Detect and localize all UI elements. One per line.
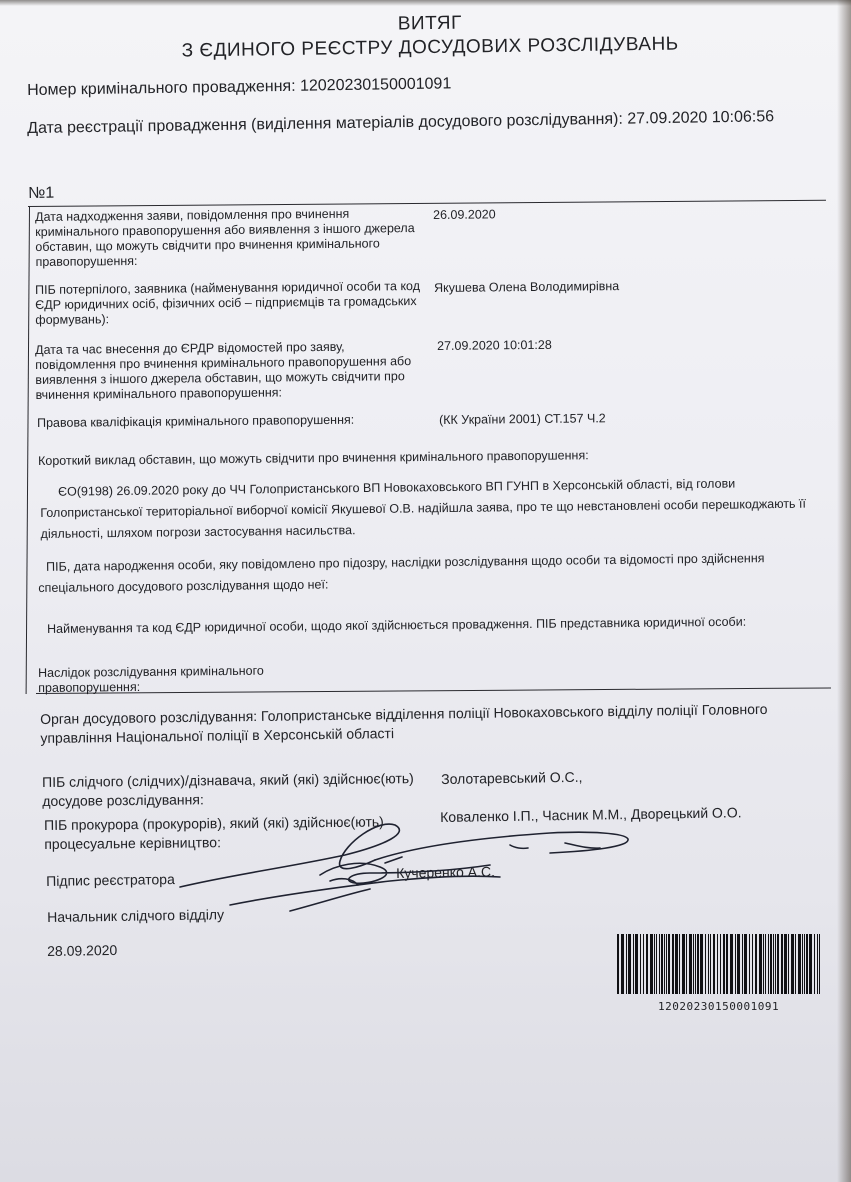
field-entry-datetime-value: 27.09.2020 10:01:28: [437, 337, 552, 353]
barcode-bar: [640, 934, 641, 994]
barcode-bar: [672, 934, 674, 994]
barcode-bar: [646, 934, 648, 994]
summary-label: Короткий виклад обставин, що можуть свідчити про вчинення кримінального правопорушення:: [38, 448, 589, 468]
barcode-bar: [752, 934, 753, 994]
investigation-result-label: Наслідок розслідування кримінального правопорушення:: [38, 663, 264, 695]
legal-entity-label: Найменування та код ЄДР юридичної особи, щодо якої здійснюється провадження. ПІБ представника юридичної особи:: [47, 614, 747, 636]
title-line-1: ВИТЯГ: [397, 12, 462, 35]
barcode-bar: [643, 934, 644, 994]
investigation-agency: Орган досудового розслідування: Голопристанське відділення поліції Новокаховського відділу поліції Головного управління Національної поліції в Херсонській області: [40, 700, 768, 746]
barcode-bar: [679, 934, 680, 994]
title-line-2: З ЄДИНОГО РЕЄСТРУ ДОСУДОВИХ РОЗСЛІДУВАНЬ: [181, 33, 679, 62]
handwritten-signature: [170, 815, 640, 925]
barcode-bar: [744, 934, 747, 994]
suspect-info-label: ПІБ, дата народження особи, яку повідомлено про підозру, наслідки розслідування щодо особи та відомості про здійснення спеціального досудового розслідування щодо неї:: [38, 551, 765, 595]
barcode-bar: [788, 934, 789, 994]
barcode-bar: [806, 934, 808, 994]
barcode-bar: [781, 934, 783, 994]
barcode-bar: [668, 934, 670, 994]
barcode-bar: [784, 934, 787, 994]
barcode-bar: [795, 934, 796, 994]
section-number: №1: [28, 184, 55, 202]
barcode: [615, 934, 823, 1002]
barcode-bar: [775, 934, 776, 994]
barcode-bar: [765, 934, 766, 994]
barcode-bar: [809, 934, 812, 994]
table-top-rule: [28, 200, 826, 207]
barcode-number: 12020230150001091: [658, 1000, 780, 1013]
barcode-bar: [735, 934, 736, 994]
paper-right-shadow: [837, 0, 851, 1182]
barcode-bar: [700, 934, 703, 994]
field-receipt-date-value: 26.09.2020: [433, 207, 496, 222]
barcode-bar: [737, 934, 740, 994]
barcode-bar: [770, 934, 772, 994]
barcode-bar: [768, 934, 769, 994]
barcode-bar: [705, 934, 706, 994]
field-entry-datetime-label: Дата та час внесення до ЄРДР відомостей про заяву, повідомлення про вчинення кримінального правопорушення або виявлення з іншого джерела обставин, що можуть свідчити про вчинення кримінального правопорушення:: [35, 339, 412, 402]
barcode-bar: [742, 934, 743, 994]
barcode-bar: [749, 934, 750, 994]
barcode-bar: [713, 934, 715, 994]
barcode-bar: [635, 934, 638, 994]
barcode-bar: [708, 934, 709, 994]
barcode-bar: [726, 934, 728, 994]
table-left-rule: [26, 207, 30, 694]
barcode-bar: [802, 934, 803, 994]
barcode-bar: [814, 934, 815, 994]
investigator-label: ПІБ слідчого (слідчих)/дізнавача, який (які) здійснює(ють) досудове розслідування:: [42, 770, 414, 809]
barcode-bar: [659, 934, 660, 994]
barcode-bar: [759, 934, 762, 994]
prosecutor-label: ПІБ прокурора (прокурорів), який (які) здійснює(ють) процесуальне керівництво:: [44, 813, 384, 852]
barcode-bar: [666, 934, 667, 994]
barcode-bar: [675, 934, 678, 994]
case-number: Номер кримінального провадження: 12020230150001091: [27, 75, 452, 99]
barcode-bar: [763, 934, 764, 994]
barcode-bar: [798, 934, 801, 994]
barcode-bar: [710, 934, 711, 994]
barcode-bar: [664, 934, 665, 994]
barcode-bar: [791, 934, 794, 994]
barcode-bar: [689, 934, 692, 994]
registrar-signature-label: Підпис реєстратора: [46, 870, 175, 889]
field-qualification-value: (КК України 2001) СТ.157 Ч.2: [439, 411, 606, 427]
barcode-bar: [621, 934, 624, 994]
barcode-bar: [717, 934, 718, 994]
barcode-bar: [693, 934, 694, 994]
barcode-bar: [777, 934, 779, 994]
barcode-bar: [633, 934, 634, 994]
barcode-bar: [695, 934, 696, 994]
field-victim-value: Якушева Олена Володимирівна: [434, 279, 620, 295]
document-title: [170, 8, 691, 63]
barcode-bar: [656, 934, 657, 994]
barcode-bar: [723, 934, 725, 994]
investigator-value: Золотаревський О.С.,: [441, 768, 583, 787]
paper-top-shadow: [0, 0, 851, 6]
barcode-bar: [804, 934, 805, 994]
field-receipt-date-label: Дата надходження заяви, повідомлення про вчинення кримінального правопорушення або виявлення з іншого джерела обставин, що можуть свідчити про вчинення кримінального правопорушення:: [35, 206, 415, 269]
barcode-bar: [697, 934, 699, 994]
registrar-name: Кучеренко А.С.: [396, 863, 496, 881]
registration-date: Дата реєстрації провадження (виділення матеріалів досудового розслідування): 27.09.2020 10:06:56: [27, 108, 775, 137]
field-victim-label: ПІБ потерпілого, заявника (найменування юридичної особи та код ЄДР юридичних осіб, фізичних осіб – підприємців та громадських формувань):: [35, 278, 421, 327]
barcode-bar: [755, 934, 757, 994]
prosecutor-value: Коваленко І.П., Часник М.М., Дворецький О.О.: [440, 804, 742, 825]
barcode-bar: [626, 934, 627, 994]
barcode-bar: [773, 934, 774, 994]
barcode-bar: [730, 934, 733, 994]
summary-text: ЄО(9198) 26.09.2020 року до ЧЧ Голопристанського ВП Новокаховського ВП ГУНП в Херсонській області, від голови Голопристанської територіальної виборчої комісії Якушевої О.В. надійшла заява, про те що невстановлені особи перешкоджають її діяльності, шляхом погрози застосування насильства.: [40, 476, 807, 541]
barcode-bar: [720, 934, 721, 994]
barcode-bar: [682, 934, 685, 994]
barcode-bar: [686, 934, 687, 994]
field-qualification-label: Правова кваліфікація кримінального правопорушення:: [37, 412, 355, 430]
head-of-department-label: Начальник слідчого відділу: [47, 906, 225, 925]
barcode-bar: [650, 934, 653, 994]
barcode-bar: [628, 934, 631, 994]
barcode-bar: [817, 934, 818, 994]
document-date: 28.09.2020: [47, 941, 118, 959]
barcode-bar: [661, 934, 663, 994]
barcode-bar: [617, 934, 619, 994]
barcode-bar: [819, 934, 820, 994]
barcode-bar: [654, 934, 655, 994]
